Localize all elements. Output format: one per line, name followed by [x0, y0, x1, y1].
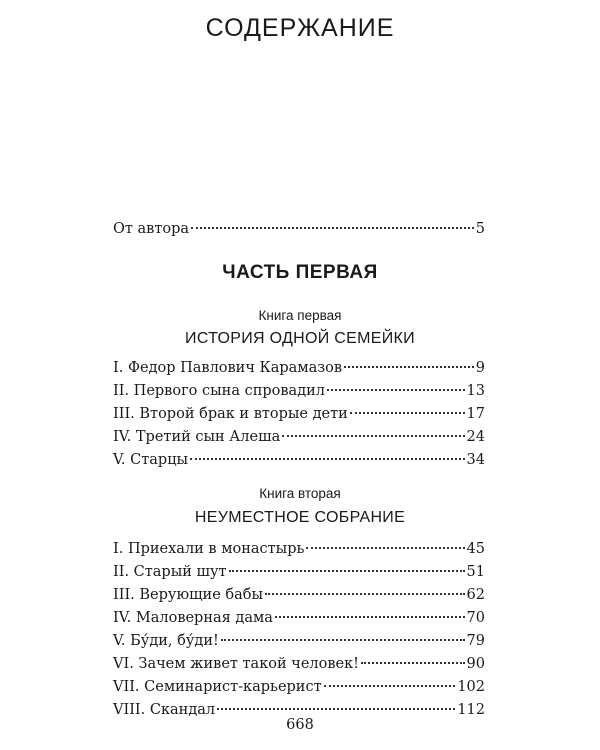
- toc-entry-page: 34: [466, 452, 485, 468]
- dot-leader: [324, 685, 456, 687]
- toc-entry-title: II. Старый шут: [113, 564, 227, 580]
- toc-entry: [113, 357, 485, 380]
- toc-entry-page: 90: [466, 656, 485, 672]
- toc-entry: [113, 561, 485, 584]
- dot-leader: [306, 547, 464, 549]
- toc-entry-title: VIII. Скандал: [113, 702, 216, 718]
- dot-leader: [361, 662, 465, 664]
- page-title: СОДЕРЖАНИЕ: [205, 14, 395, 42]
- toc-entry-title: VII. Семинарист-карьерист: [113, 679, 322, 695]
- toc-entry-page: 79: [466, 633, 485, 649]
- toc-entry: [113, 380, 485, 403]
- toc-entry-page: 13: [466, 383, 485, 399]
- toc-entry: [113, 630, 485, 653]
- toc-entry: [113, 218, 485, 241]
- toc-entry-page: 51: [466, 564, 485, 580]
- dot-leader: [221, 639, 465, 641]
- toc-entry-title: III. Верующие бабы: [113, 587, 264, 603]
- toc-entry-page: 5: [475, 221, 485, 237]
- dot-leader: [275, 616, 465, 618]
- toc-entry: [113, 676, 485, 699]
- toc-entry-page: 17: [466, 406, 485, 422]
- book-label: Книга вторая: [259, 486, 341, 501]
- toc-entry-page: 102: [457, 679, 485, 695]
- toc-entry-page: 112: [457, 702, 485, 718]
- toc-entry: [113, 426, 485, 449]
- toc-entry-title: I. Приехали в монастырь: [113, 541, 305, 557]
- dot-leader: [265, 593, 464, 595]
- dot-leader: [190, 458, 464, 460]
- toc-entry-title: IV. Маловерная дама: [113, 610, 273, 626]
- book-1-chapters: [113, 357, 485, 472]
- book-label: Книга первая: [258, 308, 342, 323]
- toc-entry-title: II. Первого сына спровадил: [113, 383, 325, 399]
- dot-leader: [344, 366, 474, 368]
- dot-leader: [282, 435, 464, 437]
- dot-leader: [217, 708, 455, 710]
- book-2-chapters: [113, 538, 485, 722]
- toc-entry-title: VI. Зачем живет такой человек!: [113, 656, 360, 672]
- toc-entry-title: От автора: [113, 221, 190, 237]
- toc-entry-page: 62: [466, 587, 485, 603]
- book-title: НЕУМЕСТНОЕ СОБРАНИЕ: [194, 509, 406, 526]
- dot-leader: [229, 570, 465, 572]
- toc-entry-title: V. Бу́ди, бу́ди!: [113, 633, 219, 649]
- toc-entry: [113, 449, 485, 472]
- dot-leader: [327, 389, 465, 391]
- dot-leader: [350, 412, 465, 414]
- toc-entry: [113, 607, 485, 630]
- toc-entry-title: IV. Третий сын Алеша: [113, 429, 281, 445]
- toc-entry: [113, 653, 485, 676]
- toc-entry: [113, 538, 485, 561]
- part-title: ЧАСТЬ ПЕРВАЯ: [222, 262, 378, 283]
- dot-leader: [191, 227, 474, 229]
- page-number: 668: [286, 717, 314, 733]
- preface-entry: [113, 218, 485, 241]
- toc-entry-page: 9: [475, 360, 485, 376]
- toc-entry-title: I. Федор Павлович Карамазов: [113, 360, 343, 376]
- toc-entry-page: 45: [466, 541, 485, 557]
- book-title: ИСТОРИЯ ОДНОЙ СЕМЕЙКИ: [185, 330, 415, 347]
- toc-entry-page: 24: [466, 429, 485, 445]
- toc-entry: [113, 584, 485, 607]
- toc-entry: [113, 403, 485, 426]
- toc-entry-page: 70: [466, 610, 485, 626]
- toc-entry-title: V. Старцы: [113, 452, 189, 468]
- toc-entry-title: III. Второй брак и вторые дети: [113, 406, 348, 422]
